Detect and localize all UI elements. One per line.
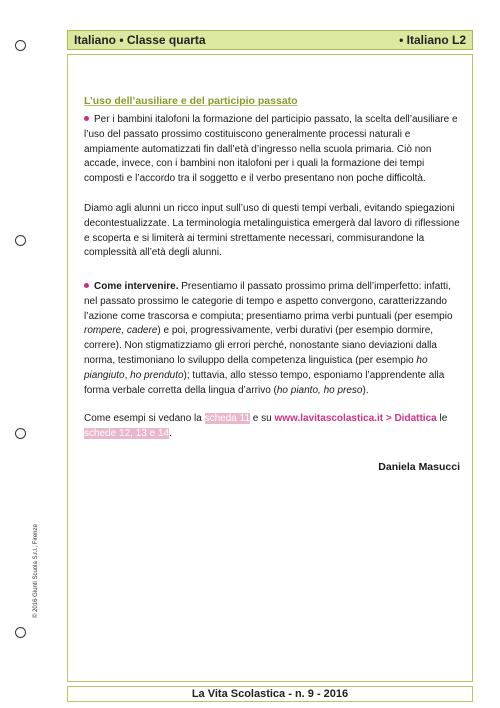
copyright-notice: © 2016 Giunti Scuola S.r.l., Firenze — [33, 524, 39, 618]
example-error: ho piangiuto — [84, 354, 428, 381]
example-correct: ho pianto, ho preso — [276, 384, 363, 396]
example-error: ho prenduto — [130, 369, 184, 381]
binder-hole — [15, 428, 26, 439]
intervention-lead: Come intervenire. — [94, 281, 179, 292]
example-verb: rompere — [84, 325, 122, 337]
binder-hole — [15, 627, 26, 638]
page-header — [67, 30, 473, 50]
website-link[interactable]: www.lavitascolastica.it > Didattica — [274, 413, 437, 424]
binder-hole — [15, 235, 26, 246]
paragraph-input: Diamo agli alunni un ricco input sull’uso di questi tempi verbali, evitando spiegazioni decontestualizzate. La terminologia metalinguistica emergerà dal lavoro di riflessione e scoperta e si limiterà ai termini strettamente necessari, commisurandone la complessità all’età degli alunni. — [84, 203, 460, 259]
example-verb: cadere — [126, 325, 158, 337]
bullet-icon — [84, 116, 89, 121]
schede-reference[interactable]: schede 12, 13 e 14 — [84, 427, 170, 439]
paragraph-references: Come esempi si vedano la scheda 11 e su www.lavitascolastica.it > Didattica le schede 12, 13 e 14. — [84, 413, 448, 439]
bullet-icon — [84, 283, 89, 288]
paragraph-intervention: Come intervenire. Presentiamo il passato prossimo prima dell’imperfetto: infatti, nel passato prossimo le categorie di tempo e aspetto convergono, caratterizzando l’azione come trascorsa e compiuta; presentiamo prima verbi puntuali (per esempio rompere, cadere) e poi, progressivamente, verbi durativi (per esempio dormire, correre). Non stigmatizziamo gli errori perché, nonostante siano deviazioni dalla norma, testimoniano lo sviluppo della competenza linguistica (per esempio ho piangiuto, ho prenduto); tuttavia, allo stesso tempo, esponiamo l’apprendente alla forma verbale corretta della lingua d’arrivo (ho pianto, ho preso). — [84, 281, 453, 396]
binder-hole — [15, 40, 26, 51]
author-signature: Daniela Masucci — [378, 461, 460, 473]
section-title: L’uso dell’ausiliare e del participio passato — [84, 95, 298, 107]
scheda-11-reference[interactable]: scheda 11 — [204, 413, 251, 424]
page-footer: La Vita Scolastica - n. 9 - 2016 — [67, 686, 473, 702]
paragraph-intro: Per i bambini italofoni la formazione del participio passato, la scelta dell’ausiliare e l’uso del passato prossimo costituiscono generalmente processi naturali e ampiamente automatizzati fin dall’età d’ingresso nella scuola primaria. Ciò non accade, invece, con i bambini non italofoni per i quali la formazione dei tempi composti e l’accordo tra il soggetto e il verbo presentano non poche difficoltà. — [84, 114, 458, 185]
header-subject: Italiano • Classe quarta — [74, 33, 206, 47]
header-section: • Italiano L2 — [399, 33, 466, 47]
